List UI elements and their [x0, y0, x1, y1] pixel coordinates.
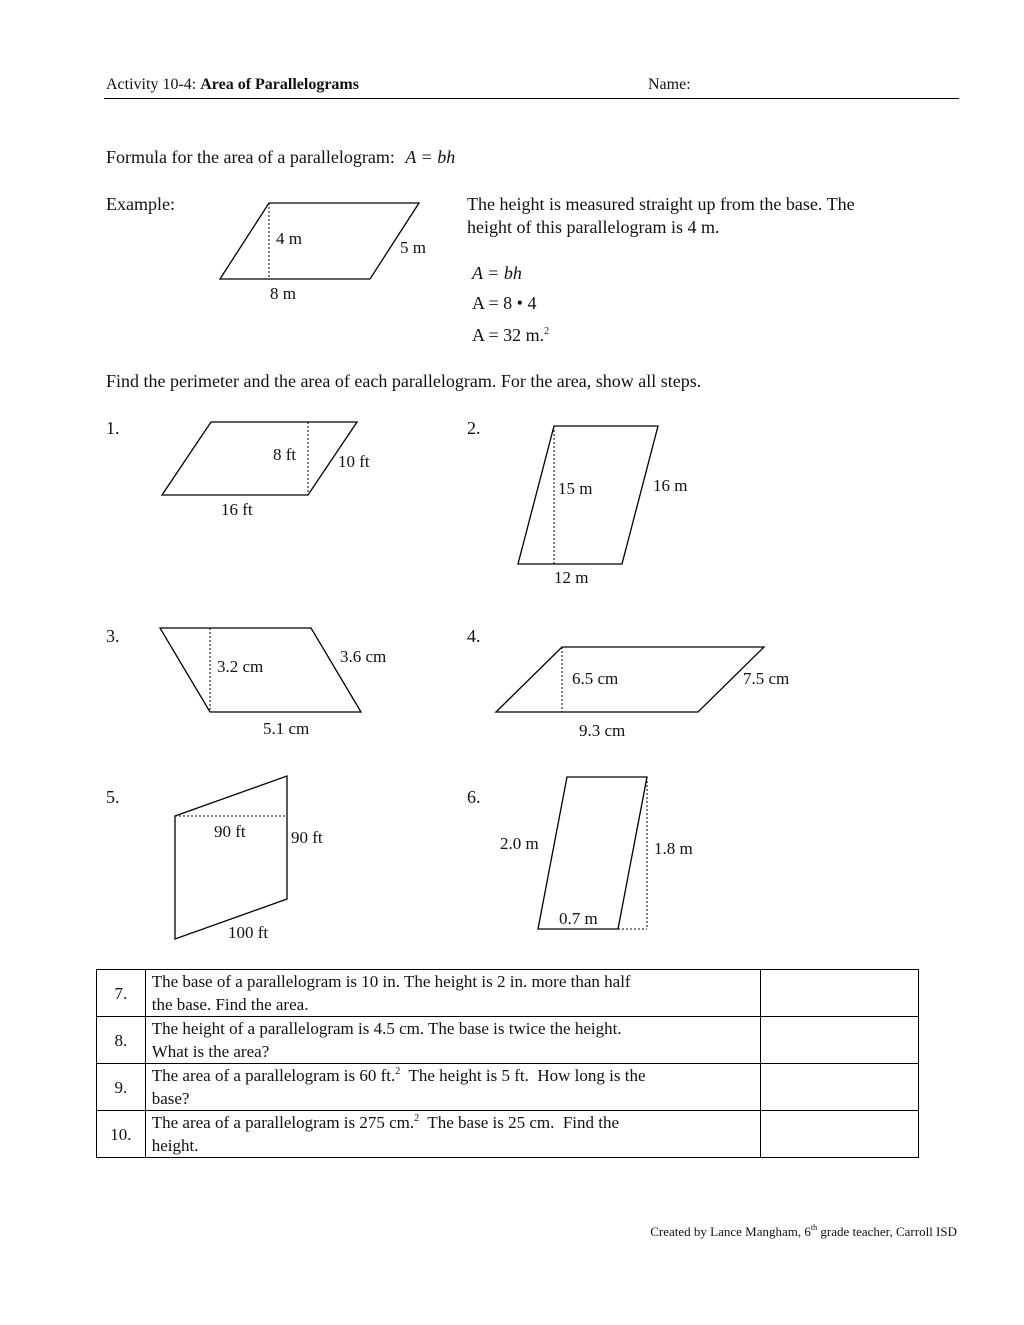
- base-label: 5.1 cm: [263, 719, 310, 738]
- table-row: [97, 1064, 919, 1111]
- worksheet-title: Area of Parallelograms: [200, 76, 359, 93]
- answer-cell[interactable]: [760, 1017, 918, 1064]
- side-label: 16 m: [653, 476, 688, 495]
- word-problem-line: base?: [151, 1089, 190, 1108]
- footer-text: Created by Lance Mangham, 6: [650, 1224, 811, 1239]
- base-label: 9.3 cm: [579, 721, 626, 740]
- base-label: 16 ft: [221, 500, 253, 519]
- footer-superscript: th: [810, 1223, 818, 1232]
- example-side-label: 5 m: [400, 238, 426, 257]
- word-problem-text-part: The area of a parallelogram is 60 ft.: [151, 1066, 396, 1085]
- side-label: 90 ft: [291, 828, 323, 847]
- word-problem-text: [145, 1064, 760, 1111]
- example-parallelogram: [220, 203, 419, 279]
- problem-number: 3.: [106, 626, 120, 646]
- height-label: 1.8 m: [654, 839, 693, 858]
- base-label: 0.7 m: [559, 909, 598, 928]
- base-label: 12 m: [554, 568, 589, 587]
- answer-cell[interactable]: [760, 1064, 918, 1111]
- example-base-label: 8 m: [270, 284, 296, 303]
- word-problem-number: 8.: [97, 1017, 146, 1064]
- example-explanation-line1: The height is measured straight up from the base. The: [467, 194, 855, 214]
- word-problem-line: the base. Find the area.: [151, 995, 309, 1014]
- word-problem-text: [145, 1017, 760, 1064]
- height-label: 8 ft: [273, 445, 297, 464]
- word-problem-line: height.: [151, 1136, 199, 1155]
- side-label: 3.6 cm: [340, 647, 387, 666]
- instructions: Find the perimeter and the area of each parallelogram. For the area, show all steps.: [106, 371, 702, 391]
- problem-number: 4.: [467, 626, 481, 646]
- word-problem-line: [152, 1111, 754, 1134]
- word-problem-text-part: The base is 25 cm. Find the: [419, 1113, 620, 1132]
- example-height-label: 4 m: [276, 229, 302, 248]
- word-problem-line: [152, 1064, 754, 1087]
- example-step-2-text: A = 8 • 4: [472, 293, 537, 313]
- name-label: Name:: [648, 76, 691, 93]
- example-step-3-exponent: 2: [544, 326, 550, 337]
- word-problem-line: What is the area?: [151, 1042, 270, 1061]
- base-label: 100 ft: [228, 923, 269, 942]
- example-label: Example:: [106, 194, 175, 214]
- height-label: 3.2 cm: [217, 657, 264, 676]
- word-problem-line: The base of a parallelogram is 10 in. The height is 2 in. more than half: [151, 972, 631, 991]
- answer-cell[interactable]: [760, 970, 918, 1017]
- footer-text: grade teacher, Carroll ISD: [817, 1224, 957, 1239]
- table-row: [97, 1017, 919, 1064]
- formula-text: Formula for the area of a parallelogram:: [106, 147, 395, 167]
- footer-credit: [650, 1224, 957, 1240]
- word-problem-text: [145, 970, 760, 1017]
- word-problem-text: [145, 1111, 760, 1158]
- side-label: 2.0 m: [500, 834, 539, 853]
- activity-number: Activity 10-4:: [106, 76, 197, 93]
- side-label: 10 ft: [338, 452, 370, 471]
- word-problem-text-part: The area of a parallelogram is 275 cm.: [151, 1113, 415, 1132]
- example-step-1-text: A = bh: [472, 263, 522, 283]
- side-label: 7.5 cm: [743, 669, 790, 688]
- problem-number: 2.: [467, 418, 481, 438]
- parallelogram-4: [496, 647, 764, 712]
- word-problem-line: The height of a parallelogram is 4.5 cm. The base is twice the height.: [151, 1019, 622, 1038]
- table-row: [97, 970, 919, 1017]
- word-problem-number: 9.: [97, 1064, 146, 1111]
- word-problem-text-part: The height is 5 ft. How long is the: [400, 1066, 646, 1085]
- height-label: 6.5 cm: [572, 669, 619, 688]
- word-problem-number: 10.: [97, 1111, 146, 1158]
- parallelogram-6: [538, 777, 647, 929]
- answer-cell[interactable]: [760, 1111, 918, 1158]
- problem-number: 6.: [467, 787, 481, 807]
- table-row: [97, 1111, 919, 1158]
- exponent: 2: [395, 1066, 401, 1077]
- height-label: 15 m: [558, 479, 593, 498]
- example-step-3-text: A = 32 m.: [472, 325, 545, 345]
- problem-number: 5.: [106, 787, 120, 807]
- parallelogram-5: [175, 776, 287, 939]
- example-explanation-line2: height of this parallelogram is 4 m.: [467, 217, 720, 237]
- height-label: 90 ft: [214, 822, 246, 841]
- word-problems-table: [96, 969, 919, 1158]
- exponent: 2: [414, 1113, 420, 1124]
- problem-number: 1.: [106, 418, 120, 438]
- word-problem-number: 7.: [97, 970, 146, 1017]
- formula-expression: A = bh: [405, 147, 456, 167]
- parallelogram-1: [162, 422, 357, 495]
